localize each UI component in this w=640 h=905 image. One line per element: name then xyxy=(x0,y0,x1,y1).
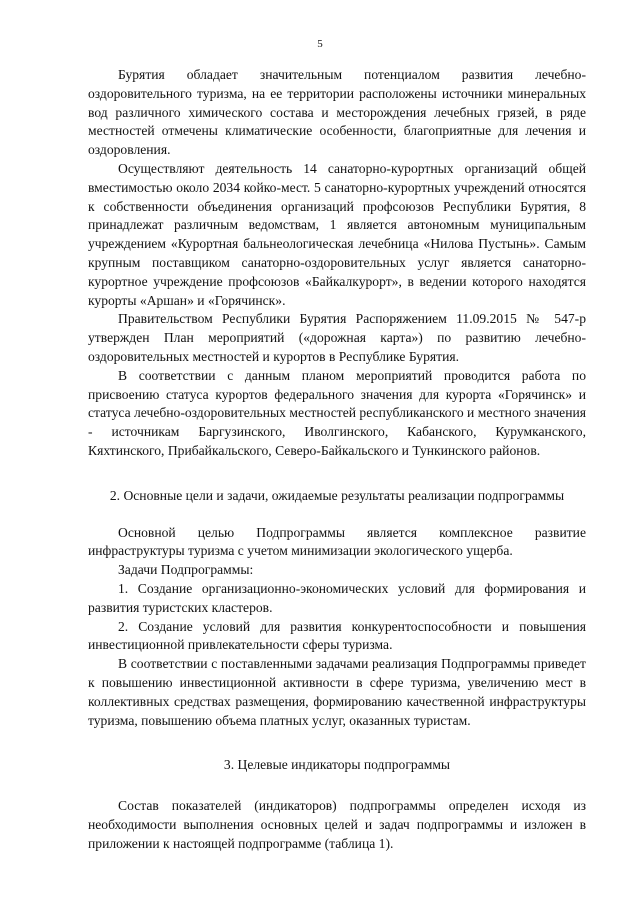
paragraph-resort-status-work: В соответствии с данным планом мероприятий проводится работа по присвоению статуса курортов федерального значения для курорта «Горячинск» и статуса лечебно-оздоровительных местностей республиканского и местного значения - источникам Баргузинского, Иволгинского, Кабанского, Курумканского, Кяхтинского, Прибайкальского, Северо-Байкальского и Тункинского районов. xyxy=(88,367,586,458)
document-body xyxy=(88,66,586,853)
list-item-task-2: 2. Создание условий для развития конкурентоспособности и повышения инвестиционной привлекательности сферы туризма. xyxy=(88,618,586,653)
paragraph-tasks-label: Задачи Подпрограммы: xyxy=(118,562,254,578)
paragraph-resort-potential: Бурятия обладает значительным потенциалом развития лечебно-оздоровительного туризма, на ее территории расположены источники минеральных вод различного химического состава и месторождения лечебных грязей, в ряде местностей отмечены климатические особенности, благоприятные для лечения и оздоровления. xyxy=(88,67,586,158)
paragraph-main-goal: Основной целью Подпрограммы является комплексное развитие инфраструктуры туризма с учетом минимизации экологического ущерба. xyxy=(88,524,586,559)
paragraph-expected-results: В соответствии с поставленными задачами реализация Подпрограммы приведет к повышению инвестиционной активности в сфере туризма, увеличению мест в коллективных средствах размещения, формированию качественной инфраструктуры туризма, повышению объема платных услуг, оказанных туристам. xyxy=(88,656,586,728)
paragraph-government-order: Правительством Республики Бурятия Распоряжением 11.09.2015 № 547-р утвержден План мероприятий («дорожная карта») по развитию лечебно-оздоровительных местностей и курортов в Республике Бурятия. xyxy=(88,311,586,364)
list-item-task-1: 1. Создание организационно-экономических условий для формирования и развития туристских кластеров. xyxy=(88,580,586,615)
section-3-heading: 3. Целевые индикаторы подпрограммы xyxy=(223,757,451,773)
paragraph-sanatorium-organizations: Осуществляют деятельность 14 санаторно-курортных организаций общей вместимостью около 2034 койко-мест. 5 санаторно-курортных учреждений относятся к собственности объединения организаций профсоюзов Республики Бурятия, 8 принадлежат различным ведомствам, 1 является автономным муниципальным учреждением «Курортная бальнеологическая лечебница «Нилова Пустынь». Самым крупным поставщиком санаторно-оздоровительных услуг является санаторно-курортное учреждение профсоюзов «Байкалкурорт», в ведении которого находятся курорты «Аршан» и «Горячинск». xyxy=(88,160,586,308)
paragraph-indicators: Состав показателей (индикаторов) подпрограммы определен исходя из необходимости выполнения основных целей и задач подпрограммы и изложен в приложении к настоящей подпрограмме (таблица 1). xyxy=(88,798,586,851)
section-2-heading: 2. Основные цели и задачи, ожидаемые результаты реализации подпрограммы xyxy=(109,487,565,503)
page-number: 5 xyxy=(317,38,323,50)
